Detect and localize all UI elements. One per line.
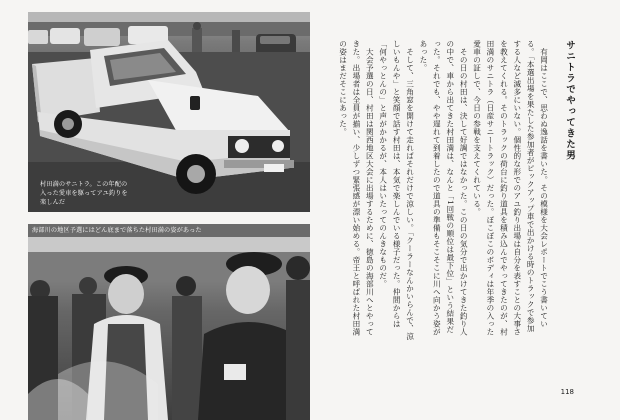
photo-caption-top: 村田満のサニトラ。この年配の入った愛車を駆ってアユ釣りを楽しんだ [40,181,128,206]
paragraph: その日の村田は、決して好調ではなかった。この日の気分で出かけてきた釣り人の中で、車から出てきた村田満は、なんと「1回戦の順位は最下位」という結果だった。それでも、やや遅れて到着したので道具の準備もそこそこに川へ向かう姿があった。 [418,40,469,336]
article-body [328,40,576,340]
paragraph: 有岡はここで、思わぬ逸話を書いた。その模様を大会レポートでこう書いている。「本選出場を果たした参加者がピックアップ車で出かける時のトラックで参加する人など滅多にいない。個性的な形でのアユ釣り出場は自分を表すことの大事さを教えてくれる。そのトラックの荷台に釣り道具を積み込んでやってきたのが、村田満のサニトラ（日産サニートラック）だった。ぼこぼこのボディは年季の入った愛車の証しで、今日の参戦を支えてくれている。 [472,40,549,336]
paragraph: 大会予選の日、村田は関西地区大会に出場するために、徳島の海部川へとやってきた。出場者は全員が揃い、少しずつ緊張感が漂い始める。帝王と呼ばれた村田満の姿はまだそこにあった。 [338,40,375,336]
anglers-photo-art [28,224,310,420]
section-heading: サニトラでやってきた男 [564,40,575,161]
page-number: 118 [560,388,574,396]
photo-anglers [28,224,310,420]
photo-column [28,12,310,420]
paragraph: そして、三角窓を開けて走ればそれだけで涼しい。「クーラーなんかいらんで、涼しいもんや」と笑顔で話す村田は、本気で楽しんでいる様子だった。仲間からは「何やっとんの」と声がかかるが、本人はいたってのんきなものだ。 [378,40,415,340]
photo-caption-bottom: 海部川の地区予選にはどん底まで落ちた村田満の姿があった [28,224,310,237]
